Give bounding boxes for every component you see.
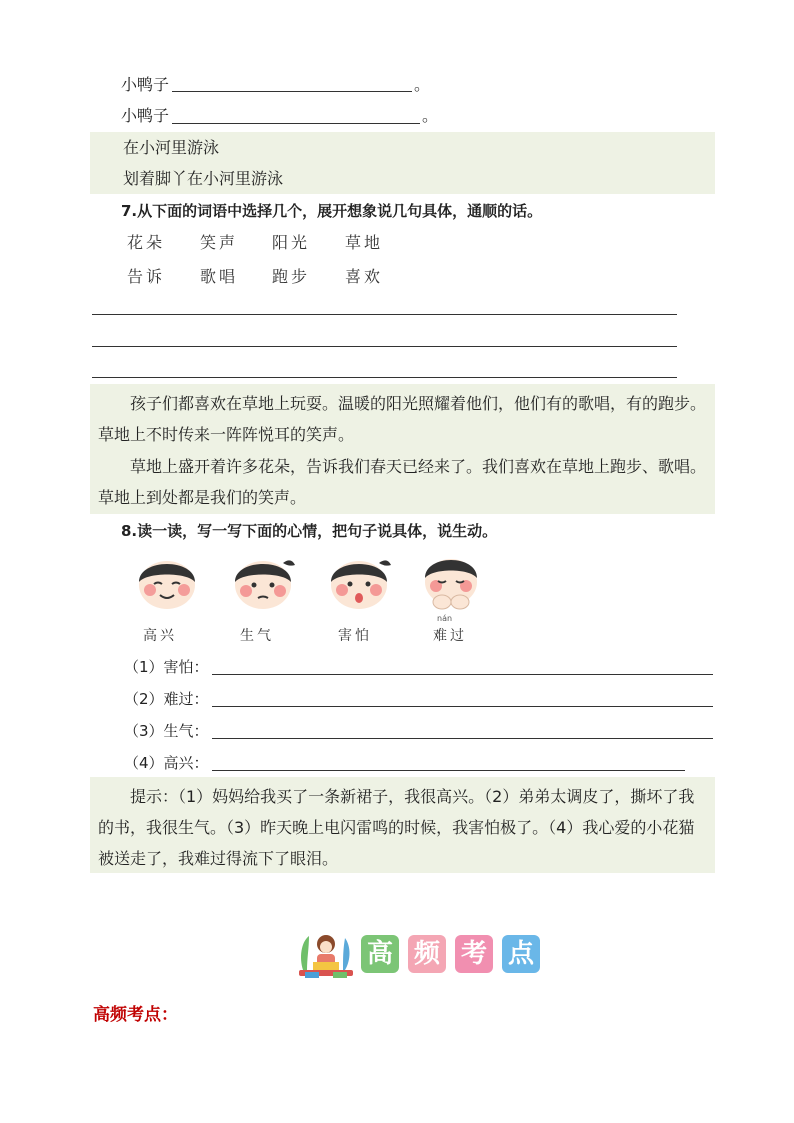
word-caodi: 草地 (345, 233, 384, 252)
pinyin-nan: nán (437, 614, 453, 623)
q8-item-2-blank[interactable] (212, 706, 713, 707)
word-gaosu: 告诉 (127, 267, 166, 286)
face-label-happy: 高兴 (143, 628, 177, 644)
reading-girl-icon (295, 928, 357, 980)
q7-writing-line-2[interactable] (92, 346, 677, 347)
word-paobu: 跑步 (272, 267, 311, 286)
q7-answer-2: 草地上盛开着许多花朵，告诉我们春天已经来了。我们喜欢在草地上跑步、歌唱。草地上到处都是我们的笑声。 (98, 457, 707, 507)
q8-item-3-label: （3）生气： (124, 722, 209, 740)
q7-answer-1: 孩子们都喜欢在草地上玩耍。温暖的阳光照耀着他们，他们有的歌唱，有的跑步。草地上不时传来一阵阵悦耳的笑声。 (98, 394, 707, 444)
sad-face-icon (416, 546, 486, 612)
q8-item-4-blank[interactable] (212, 770, 685, 771)
banner-tile-dian: 点 (502, 935, 540, 973)
banner-tile-pin: 频 (408, 935, 446, 973)
angry-face-icon (228, 548, 298, 614)
q7-writing-line-1[interactable] (92, 314, 677, 315)
fill-line-1-prefix: 小鸭子 (121, 75, 170, 94)
q8-item-3-blank[interactable] (212, 738, 713, 739)
scared-face-icon (324, 548, 394, 614)
q8-item-1-label: （1）害怕： (124, 658, 209, 676)
answer-a-line-1: 在小河里游泳 (123, 138, 220, 157)
word-xihuan: 喜欢 (345, 267, 384, 286)
word-yangguang: 阳光 (272, 233, 311, 252)
fill-line-2-suffix: 。 (422, 106, 439, 125)
word-xiaosheng: 笑声 (200, 233, 239, 252)
fill-line-2-blank[interactable] (172, 123, 420, 124)
answer-a-line-2: 划着脚丫在小河里游泳 (123, 169, 284, 188)
q8-item-2-label: （2）难过： (124, 690, 209, 708)
q7-title: 7.从下面的词语中选择几个，展开想象说几句具体，通顺的话。 (121, 202, 543, 220)
banner-tile-gao: 高 (361, 935, 399, 973)
happy-face-icon (132, 548, 202, 614)
section-heading: 高频考点： (93, 1005, 178, 1025)
q8-item-1-blank[interactable] (212, 674, 713, 675)
face-label-scared: 害怕 (338, 628, 372, 644)
q7-writing-line-3[interactable] (92, 377, 677, 378)
face-label-angry: 生气 (240, 628, 274, 644)
q8-hint: 提示：（1）妈妈给我买了一条新裙子，我很高兴。（2）弟弟太调皮了，撕坏了我的书，我很生气。（3）昨天晚上电闪雷鸣的时候，我害怕极了。（4）我心爱的小花猫被送走了，我难过得流下了眼泪。 (98, 787, 695, 868)
q8-item-4-label: （4）高兴： (124, 754, 209, 772)
face-label-sad: 难过 (433, 628, 467, 644)
fill-line-1-blank[interactable] (172, 91, 412, 92)
word-huaduo: 花朵 (127, 233, 166, 252)
banner-tile-kao: 考 (455, 935, 493, 973)
fill-line-1-suffix: 。 (414, 75, 431, 94)
word-gechang: 歌唱 (200, 267, 239, 286)
fill-line-2-prefix: 小鸭子 (121, 106, 170, 125)
q8-title: 8.读一读，写一写下面的心情，把句子说具体，说生动。 (121, 522, 498, 540)
